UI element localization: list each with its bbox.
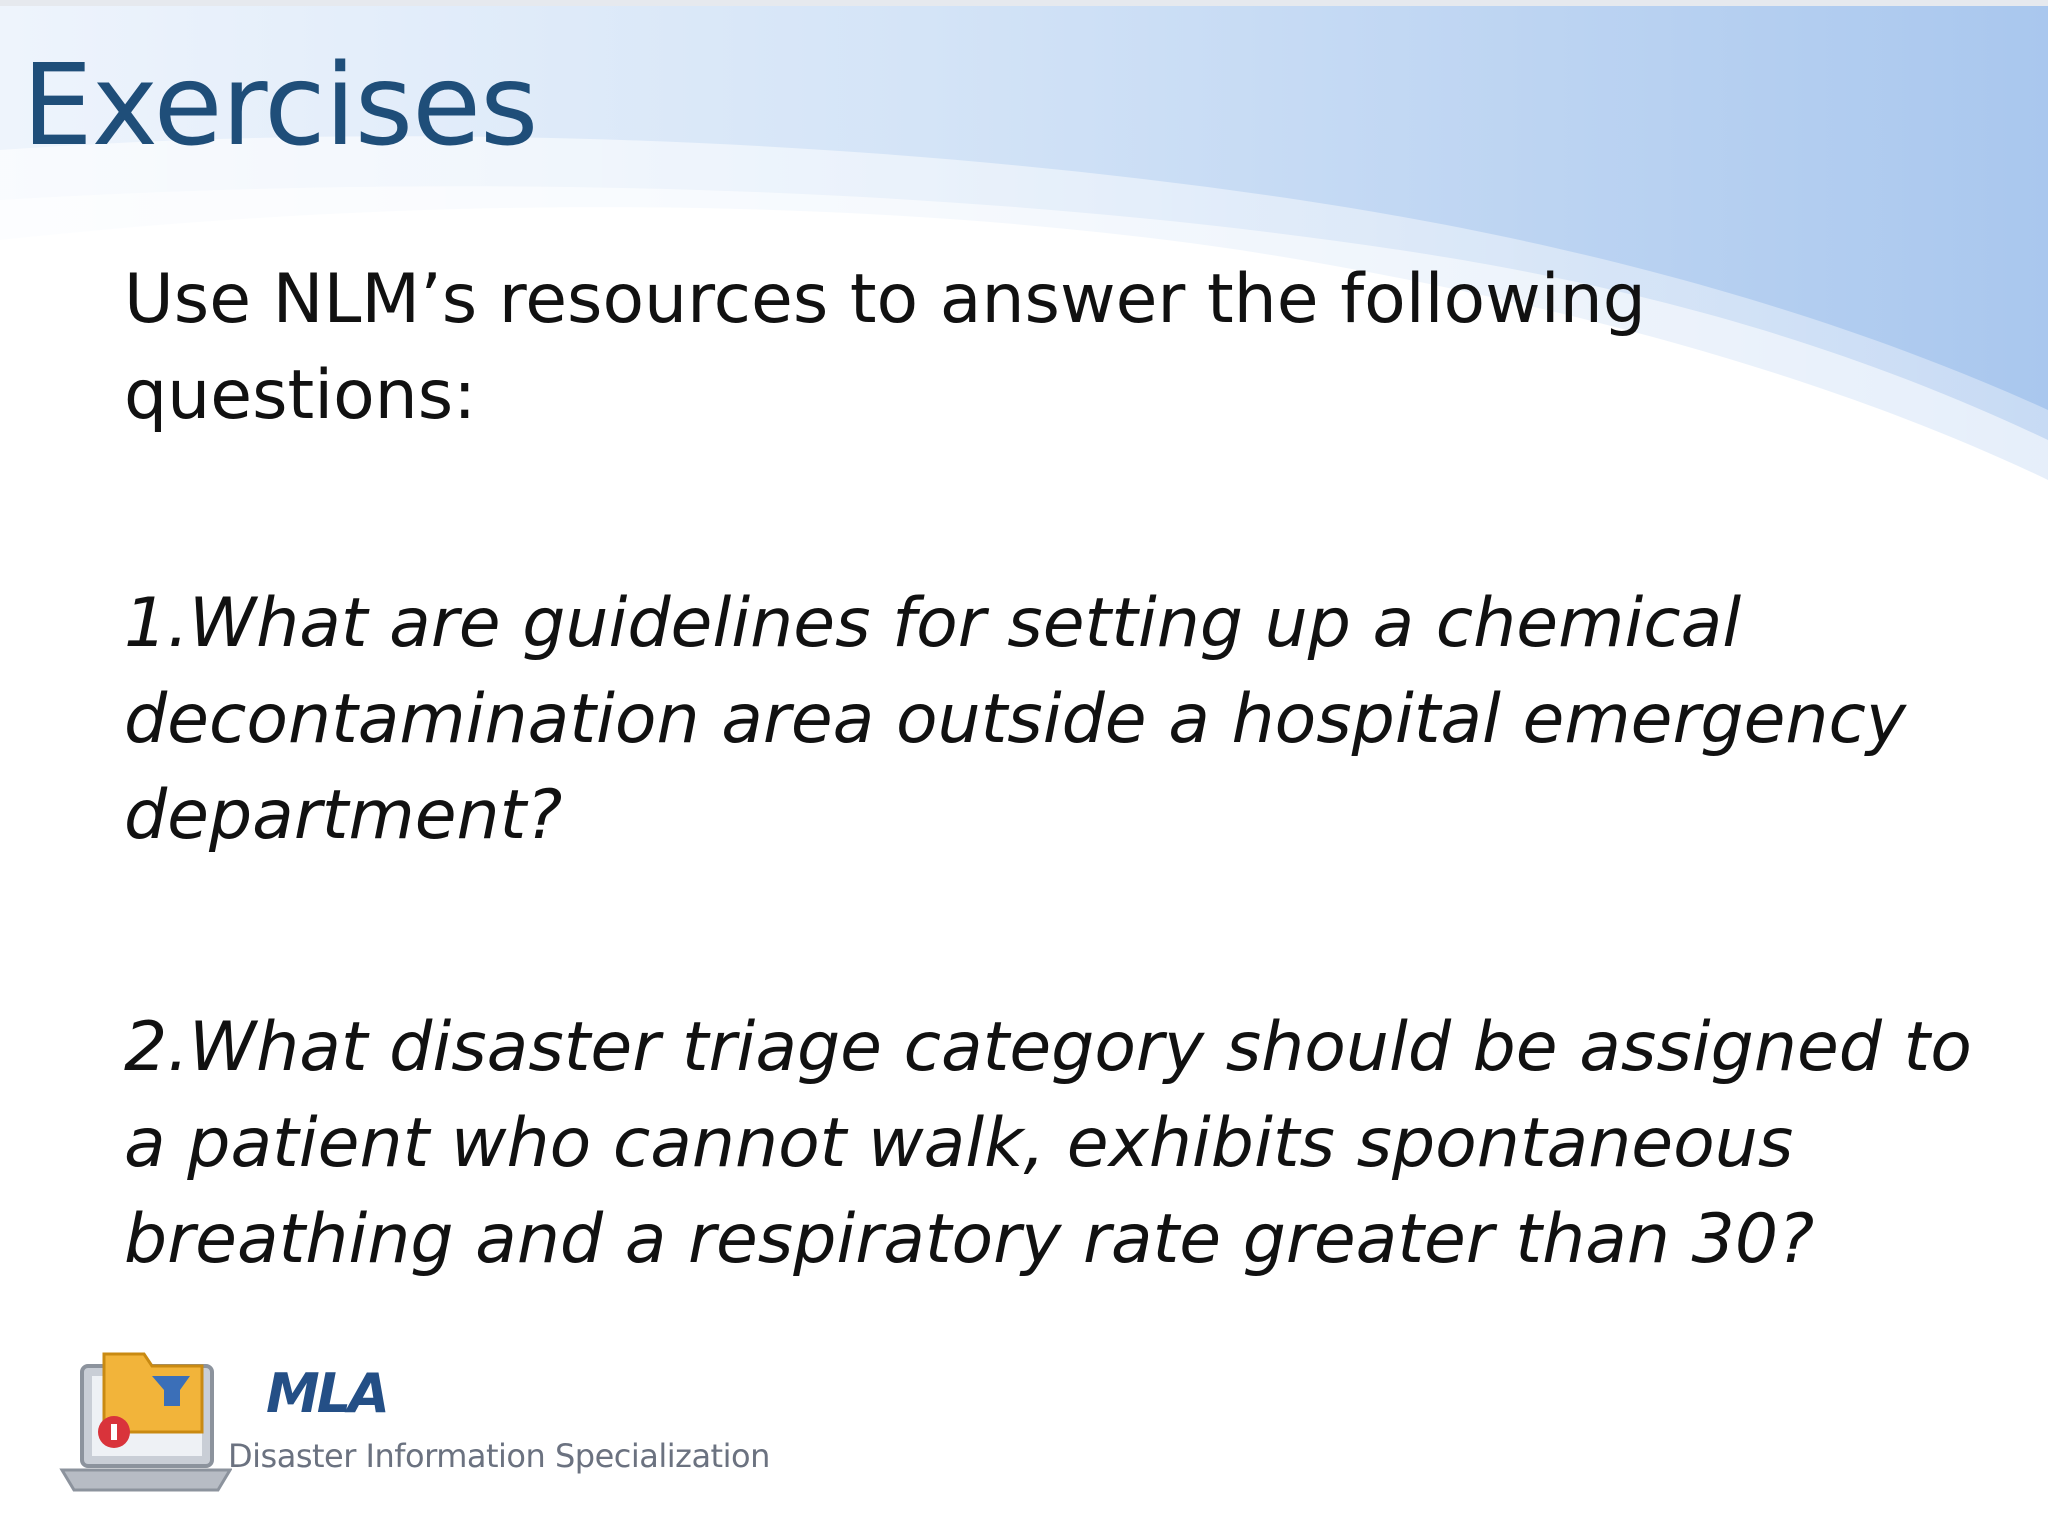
slide-title: Exercises	[22, 41, 538, 171]
intro-text: Use NLM’s resources to answer the following questions:	[124, 260, 1646, 435]
question-2: 2.What disaster triage category should be assigned to a patient who cannot walk, exhibits spontaneous breathing and a respiratory rate greater than 30?	[124, 1008, 1972, 1279]
logo-tagline: Disaster Information Specialization	[228, 1437, 770, 1475]
mla-logo	[52, 1336, 770, 1506]
laptop-folder-icon	[52, 1336, 232, 1506]
logo-mla-text: MLA	[266, 1362, 387, 1425]
question-1: 1.What are guidelines for setting up a chemical decontamination area outside a hospital emergency department?	[124, 584, 1907, 855]
